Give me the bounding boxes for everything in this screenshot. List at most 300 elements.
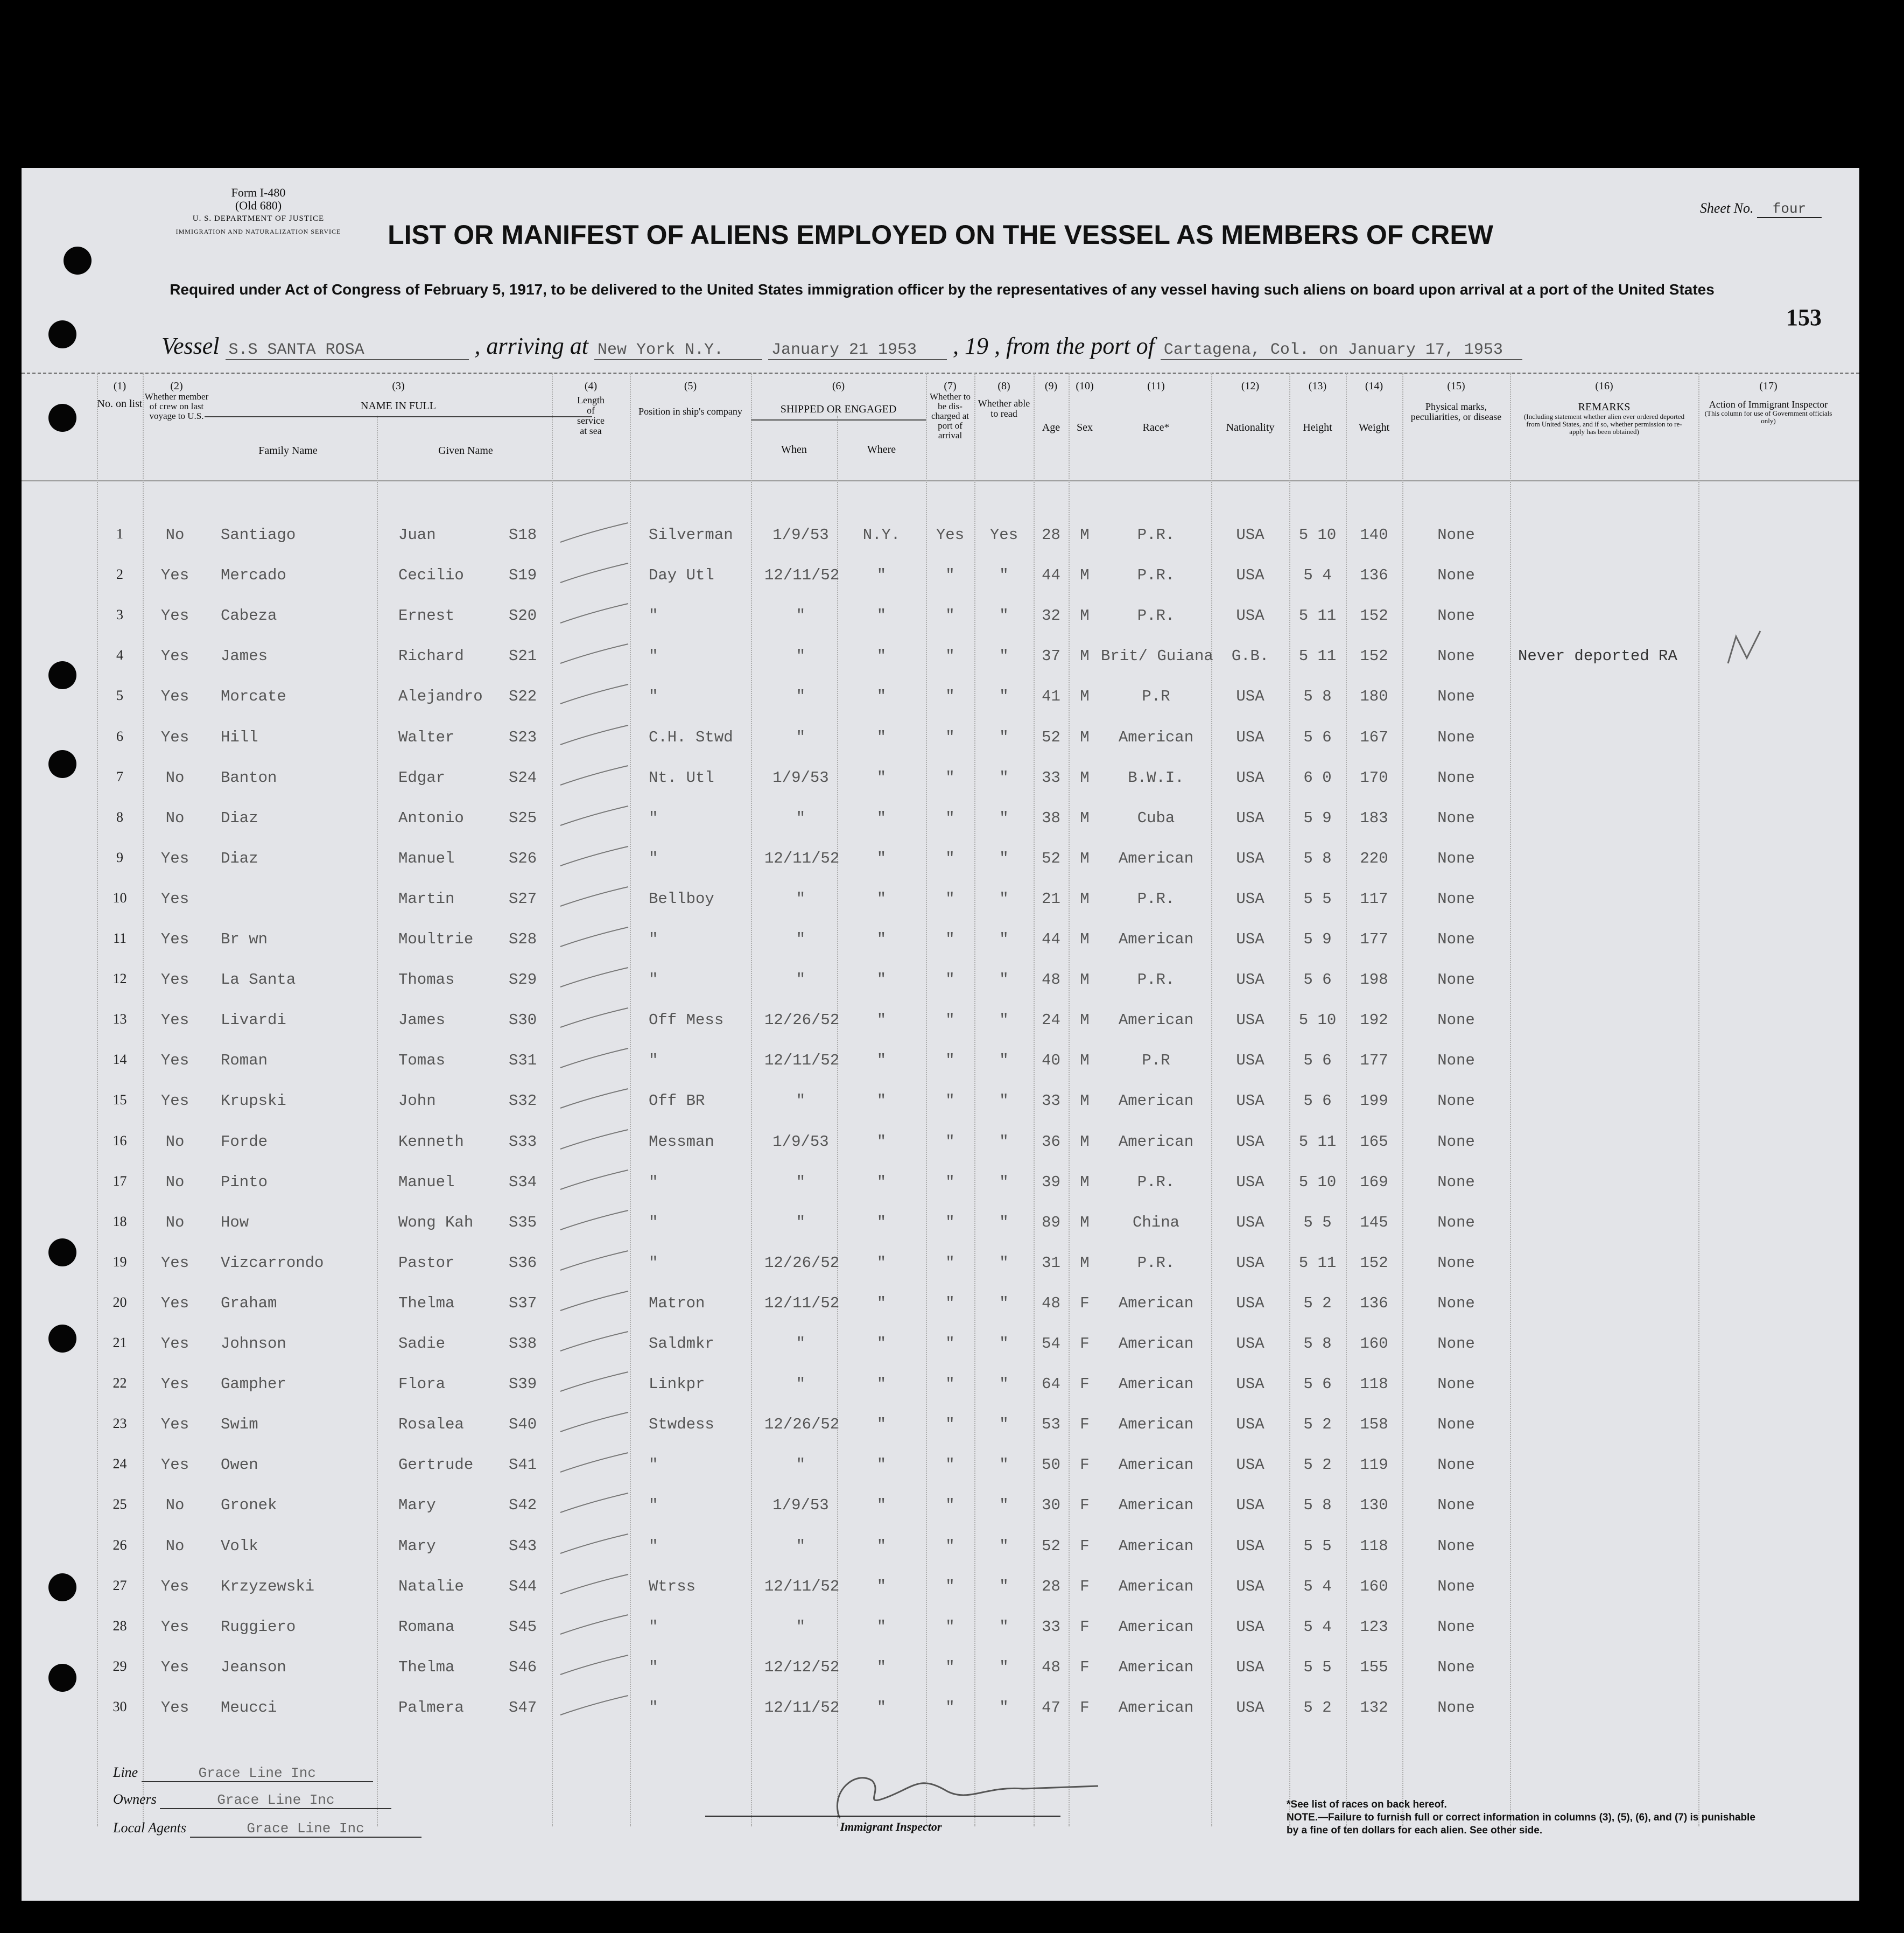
col-number: (15) (1447, 380, 1465, 392)
cell-code: S21 (509, 647, 537, 666)
agents-label: Local Agents (113, 1820, 187, 1836)
cell-age: 54 (1042, 1335, 1060, 1353)
cell-weight: 117 (1360, 890, 1388, 908)
binder-hole (64, 247, 92, 275)
cell-marks: None (1437, 1294, 1475, 1312)
col-header-weight (1346, 381, 1402, 433)
cell-where: " (876, 728, 887, 746)
cell-code: S29 (509, 971, 537, 989)
cell-when: " (796, 1375, 806, 1393)
cell-age: 39 (1042, 1173, 1060, 1191)
col-number: (6) (832, 380, 845, 392)
cell-when: 12/11/52 (764, 1698, 840, 1717)
cell-given: Manuel (398, 1173, 455, 1191)
cell-read: " (999, 1658, 1009, 1676)
service-stroke (557, 1248, 633, 1274)
col-number: (13) (1308, 380, 1327, 392)
cell-position: " (649, 647, 658, 666)
line-value: Grace Line Inc (142, 1765, 373, 1782)
cell-prev: Yes (160, 1456, 189, 1474)
cell-height: 5 6 (1303, 1375, 1332, 1393)
cell-marks: None (1437, 1577, 1475, 1595)
cell-age: 30 (1042, 1496, 1060, 1515)
service-stroke (557, 641, 633, 668)
cell-race: American (1118, 728, 1194, 746)
table-row (22, 1537, 1859, 1570)
cell-no: 21 (113, 1335, 127, 1350)
cell-prev: Yes (160, 1052, 189, 1070)
cell-position: " (649, 1253, 658, 1272)
cell-no: 28 (113, 1617, 127, 1634)
cell-nat: USA (1236, 566, 1264, 585)
cell-no: 26 (113, 1537, 127, 1553)
col-header-name (205, 381, 592, 417)
col-label: Whether member of crew on last voyage to U.S. (144, 391, 209, 421)
cell-age: 44 (1042, 930, 1060, 948)
cell-marks: None (1437, 930, 1475, 948)
cell-nat: USA (1236, 1658, 1264, 1676)
cell-when: 1/9/53 (772, 768, 829, 787)
col-header-discharged (926, 381, 974, 440)
cell-read: " (999, 1617, 1009, 1636)
owners-value: Grace Line Inc (160, 1792, 391, 1809)
cell-family: Pinto (221, 1173, 268, 1191)
cell-no: 4 (116, 647, 123, 663)
cell-age: 31 (1042, 1253, 1060, 1272)
cell-no: 24 (113, 1456, 127, 1472)
cell-read: " (999, 1416, 1009, 1434)
cell-disch: " (945, 1253, 955, 1272)
cell-given: Tomas (398, 1052, 446, 1070)
cell-disch: " (945, 1173, 955, 1191)
cell-when: 12/11/52 (764, 1052, 840, 1070)
service-stroke (557, 681, 633, 708)
cell-prev: Yes (160, 607, 189, 625)
table-row (22, 607, 1859, 639)
cell-position: Saldmkr (649, 1335, 714, 1353)
binder-hole (48, 1325, 76, 1353)
cell-prev: No (165, 1213, 185, 1231)
service-stroke (557, 1369, 633, 1396)
cell-weight: 158 (1360, 1416, 1388, 1434)
cell-code: S22 (509, 688, 537, 706)
service-stroke (557, 600, 633, 627)
cell-code: S20 (509, 607, 537, 625)
cell-race: Cuba (1137, 809, 1175, 827)
cell-height: 5 5 (1303, 1537, 1332, 1555)
cell-where: " (876, 890, 887, 908)
table-row (22, 1092, 1859, 1124)
cell-no: 6 (116, 728, 123, 744)
inspector-mark (1723, 626, 1771, 669)
cell-age: 28 (1042, 1577, 1060, 1595)
cell-given: Martin (398, 890, 455, 908)
cell-where: " (876, 971, 887, 989)
cell-prev: Yes (160, 1658, 189, 1676)
cell-family: Volk (221, 1537, 258, 1555)
cell-prev: Yes (160, 971, 189, 989)
cell-read: " (999, 849, 1009, 867)
service-stroke (557, 1328, 633, 1355)
table-row (22, 930, 1859, 963)
cell-prev: No (165, 526, 185, 544)
cell-race: American (1118, 930, 1194, 948)
cell-given: Wong Kah (398, 1213, 474, 1231)
cell-when: " (796, 1537, 806, 1555)
cell-code: S19 (509, 566, 537, 585)
col-label: REMARKS (1578, 401, 1631, 413)
cell-race: P.R. (1137, 526, 1175, 544)
cell-family: Diaz (221, 809, 258, 827)
service-stroke (557, 1005, 633, 1032)
cell-disch: " (945, 1132, 955, 1151)
cell-sex: M (1080, 1011, 1090, 1029)
col-header-when: When (781, 444, 807, 456)
cell-disch: " (945, 1213, 955, 1231)
cell-given: Gertrude (398, 1456, 474, 1474)
service-name: IMMIGRATION AND NATURALIZATION SERVICE (175, 228, 341, 235)
cell-age: 89 (1042, 1213, 1060, 1231)
cell-height: 5 8 (1303, 688, 1332, 706)
cell-weight: 160 (1360, 1577, 1388, 1595)
cell-prev: Yes (160, 688, 189, 706)
cell-family: Diaz (221, 849, 258, 867)
penalty-note: NOTE.—Failure to furnish full or correct information in columns (3), (5), (6), and (7) is punishable by a fine of ten dollars for each alien. See other side. (1287, 1812, 1755, 1836)
cell-sex: F (1080, 1335, 1090, 1353)
service-stroke (557, 1571, 633, 1598)
cell-code: S42 (509, 1496, 537, 1515)
cell-disch: " (945, 1335, 955, 1353)
cell-disch: " (945, 607, 955, 625)
cell-when: 1/9/53 (772, 1496, 829, 1515)
cell-marks: None (1437, 1132, 1475, 1151)
cell-code: S25 (509, 809, 537, 827)
cell-read: " (999, 1011, 1009, 1029)
cell-where: " (876, 849, 887, 867)
cell-sex: F (1080, 1416, 1090, 1434)
cell-weight: 165 (1360, 1132, 1388, 1151)
cell-read: " (999, 1052, 1009, 1070)
cell-race: American (1118, 1092, 1194, 1110)
cell-read: " (999, 930, 1009, 948)
cell-marks: None (1437, 890, 1475, 908)
cell-height: 5 10 (1298, 1173, 1337, 1191)
cell-age: 52 (1042, 728, 1060, 746)
cell-nat: USA (1236, 1698, 1264, 1717)
table-row (22, 1052, 1859, 1084)
cell-no: 16 (113, 1132, 127, 1148)
col-number: (2) (170, 380, 183, 392)
vessel-label: Vessel (161, 333, 220, 359)
cell-given: John (398, 1092, 436, 1110)
cell-code: S37 (509, 1294, 537, 1312)
cell-age: 48 (1042, 1294, 1060, 1312)
cell-sex: F (1080, 1496, 1090, 1515)
cell-disch: " (945, 1496, 955, 1515)
col-label: Race* (1142, 422, 1170, 433)
col-number: (4) (584, 380, 598, 392)
form-number: Form I-480 (231, 186, 286, 199)
col-header-service (552, 381, 630, 436)
cell-no: 5 (116, 688, 123, 704)
cell-age: 21 (1042, 890, 1060, 908)
cell-position: Matron (649, 1294, 705, 1312)
service-stroke (557, 1652, 633, 1679)
cell-marks: None (1437, 809, 1475, 827)
cell-prev: No (165, 1537, 185, 1555)
footer-agents (113, 1820, 421, 1838)
cell-position: " (649, 971, 658, 989)
cell-sex: F (1080, 1658, 1090, 1676)
cell-weight: 177 (1360, 930, 1388, 948)
table-row (22, 850, 1859, 882)
cell-height: 5 4 (1303, 1617, 1332, 1636)
cell-position: Bellboy (649, 890, 714, 908)
cell-given: Richard (398, 647, 464, 666)
cell-given: Mary (398, 1537, 436, 1555)
agents-value: Grace Line Inc (190, 1820, 421, 1838)
page-number: 153 (1786, 304, 1822, 331)
cell-height: 5 2 (1303, 1456, 1332, 1474)
cell-nat: USA (1236, 1052, 1264, 1070)
arriving-label: , arriving at (474, 333, 588, 359)
cell-disch: " (945, 768, 955, 787)
cell-marks: None (1437, 688, 1475, 706)
cell-race: P.R (1142, 1052, 1170, 1070)
cell-marks: None (1437, 1011, 1475, 1029)
cell-code: S30 (509, 1011, 537, 1029)
cell-code: S31 (509, 1052, 537, 1070)
signature-rule (705, 1816, 1060, 1817)
cell-prev: Yes (160, 647, 189, 666)
cell-height: 5 11 (1298, 647, 1337, 666)
cell-race: American (1118, 1456, 1194, 1474)
cell-position: " (649, 1213, 658, 1231)
cell-read: " (999, 728, 1009, 746)
cell-given: Cecilio (398, 566, 464, 585)
service-stroke (557, 884, 633, 911)
cell-weight: 220 (1360, 849, 1388, 867)
cell-disch: " (945, 1658, 955, 1676)
cell-nat: G.B. (1231, 647, 1269, 666)
cell-where: " (876, 1375, 887, 1393)
cell-prev: Yes (160, 849, 189, 867)
cell-when: " (796, 930, 806, 948)
table-row (22, 1294, 1859, 1327)
cell-family: Br wn (221, 930, 268, 948)
cell-read: " (999, 971, 1009, 989)
cell-where: " (876, 1456, 887, 1474)
cell-weight: 198 (1360, 971, 1388, 989)
binder-hole (48, 404, 76, 432)
cell-prev: No (165, 768, 185, 787)
header-top-rule (22, 373, 1859, 374)
cell-weight: 136 (1360, 1294, 1388, 1312)
col-label: Position in ship's company (638, 406, 742, 417)
cell-family: Mercado (221, 566, 286, 585)
cell-nat: USA (1236, 1294, 1264, 1312)
cell-when: " (796, 1173, 806, 1191)
col-label: Physical marks, peculiarities, or disease (1410, 401, 1502, 422)
cell-height: 5 9 (1303, 930, 1332, 948)
cell-marks: None (1437, 728, 1475, 746)
cell-race: P.R. (1137, 971, 1175, 989)
cell-given: Ernest (398, 607, 455, 625)
col-number: (11) (1147, 380, 1165, 392)
cell-position: Nt. Utl (649, 768, 714, 787)
cell-disch: " (945, 728, 955, 746)
service-stroke (557, 843, 633, 870)
table-row (22, 729, 1859, 761)
cell-prev: Yes (160, 1092, 189, 1110)
col-number: (9) (1044, 380, 1058, 392)
cell-height: 5 6 (1303, 1092, 1332, 1110)
cell-where: " (876, 809, 887, 827)
cell-sex: F (1080, 1617, 1090, 1636)
cell-read: " (999, 1537, 1009, 1555)
table-row (22, 526, 1859, 558)
cell-race: American (1118, 1375, 1194, 1393)
cell-race: P.R. (1137, 1173, 1175, 1191)
cell-weight: 199 (1360, 1092, 1388, 1110)
cell-race: American (1118, 1294, 1194, 1312)
cell-weight: 177 (1360, 1052, 1388, 1070)
footer-line (113, 1764, 373, 1782)
cell-prev: Yes (160, 930, 189, 948)
col-number: (14) (1365, 380, 1383, 392)
col-header-remarks (1510, 381, 1698, 436)
cell-nat: USA (1236, 1496, 1264, 1515)
cell-nat: USA (1236, 890, 1264, 908)
table-row (22, 1011, 1859, 1043)
service-stroke (557, 1409, 633, 1436)
cell-prev: Yes (160, 1416, 189, 1434)
cell-weight: 132 (1360, 1698, 1388, 1717)
cell-position: " (649, 1173, 658, 1191)
col-label: Action of Immigrant Inspector (1709, 399, 1828, 410)
cell-read: " (999, 1335, 1009, 1353)
cell-nat: USA (1236, 1456, 1264, 1474)
cell-nat: USA (1236, 809, 1264, 827)
cell-when: " (796, 688, 806, 706)
cell-marks: None (1437, 768, 1475, 787)
cell-given: Antonio (398, 809, 464, 827)
cell-read: " (999, 1496, 1009, 1515)
cell-read: " (999, 1092, 1009, 1110)
cell-family: Ruggiero (221, 1617, 296, 1636)
cell-family: Swim (221, 1416, 258, 1434)
owners-label: Owners (113, 1791, 157, 1807)
cell-prev: Yes (160, 1375, 189, 1393)
cell-position: " (649, 1496, 658, 1515)
cell-when: " (796, 728, 806, 746)
cell-height: 5 10 (1298, 1011, 1337, 1029)
cell-code: S34 (509, 1173, 537, 1191)
cell-marks: None (1437, 1253, 1475, 1272)
cell-no: 25 (113, 1496, 127, 1512)
cell-position: " (649, 688, 658, 706)
col-label: Nationality (1226, 422, 1275, 433)
cell-when: " (796, 971, 806, 989)
cell-height: 5 4 (1303, 566, 1332, 585)
cell-nat: USA (1236, 526, 1264, 544)
cell-position: " (649, 1617, 658, 1636)
col-label: Age (1042, 422, 1060, 433)
binder-hole (48, 1238, 76, 1266)
cell-read: " (999, 1294, 1009, 1312)
cell-prev: Yes (160, 1577, 189, 1595)
cell-family: Cabeza (221, 607, 277, 625)
cell-height: 5 8 (1303, 1335, 1332, 1353)
cell-sex: F (1080, 1375, 1090, 1393)
col-label: No. on list (97, 398, 143, 410)
cell-age: 33 (1042, 768, 1060, 787)
cell-read: " (999, 768, 1009, 787)
table-row (22, 769, 1859, 801)
cell-no: 20 (113, 1294, 127, 1310)
cell-age: 32 (1042, 607, 1060, 625)
cell-disch: " (945, 1577, 955, 1595)
cell-no: 11 (113, 930, 127, 946)
cell-no: 2 (116, 566, 123, 583)
cell-prev: Yes (160, 1698, 189, 1717)
col-label: Whether to be dis-charged at port of arrival (930, 391, 971, 440)
cell-position: " (649, 930, 658, 948)
cell-height: 5 2 (1303, 1294, 1332, 1312)
service-stroke (557, 1207, 633, 1234)
cell-race: American (1118, 849, 1194, 867)
col-number: (3) (392, 380, 405, 392)
col-header-sex (1069, 381, 1101, 433)
cell-when: 12/11/52 (764, 849, 840, 867)
cell-where: " (876, 1658, 887, 1676)
cell-prev: No (165, 1496, 185, 1515)
cell-disch: " (945, 1698, 955, 1717)
cell-disch: " (945, 688, 955, 706)
cell-sex: M (1080, 566, 1090, 585)
cell-disch: " (945, 1092, 955, 1110)
cell-disch: " (945, 1617, 955, 1636)
cell-marks: None (1437, 526, 1475, 544)
cell-disch: " (945, 971, 955, 989)
cell-disch: " (945, 566, 955, 585)
cell-when: 12/26/52 (764, 1253, 840, 1272)
cell-marks: None (1437, 1335, 1475, 1353)
col-header-action (1698, 381, 1838, 425)
cell-position: Stwdess (649, 1416, 714, 1434)
cell-family: Roman (221, 1052, 268, 1070)
cell-weight: 160 (1360, 1335, 1388, 1353)
cell-race: American (1118, 1577, 1194, 1595)
cell-age: 48 (1042, 1658, 1060, 1676)
cell-where: " (876, 1011, 887, 1029)
cell-sex: F (1080, 1456, 1090, 1474)
cell-given: Edgar (398, 768, 446, 787)
cell-sex: F (1080, 1537, 1090, 1555)
cell-disch: " (945, 849, 955, 867)
cell-age: 50 (1042, 1456, 1060, 1474)
cell-marks: None (1437, 1456, 1475, 1474)
cell-given: Flora (398, 1375, 446, 1393)
cell-no: 8 (116, 809, 123, 825)
col-header-height (1289, 381, 1346, 433)
cell-height: 6 0 (1303, 768, 1332, 787)
cell-nat: USA (1236, 849, 1264, 867)
cell-read: " (999, 809, 1009, 827)
cell-when: " (796, 1456, 806, 1474)
cell-disch: " (945, 890, 955, 908)
cell-family: James (221, 647, 268, 666)
